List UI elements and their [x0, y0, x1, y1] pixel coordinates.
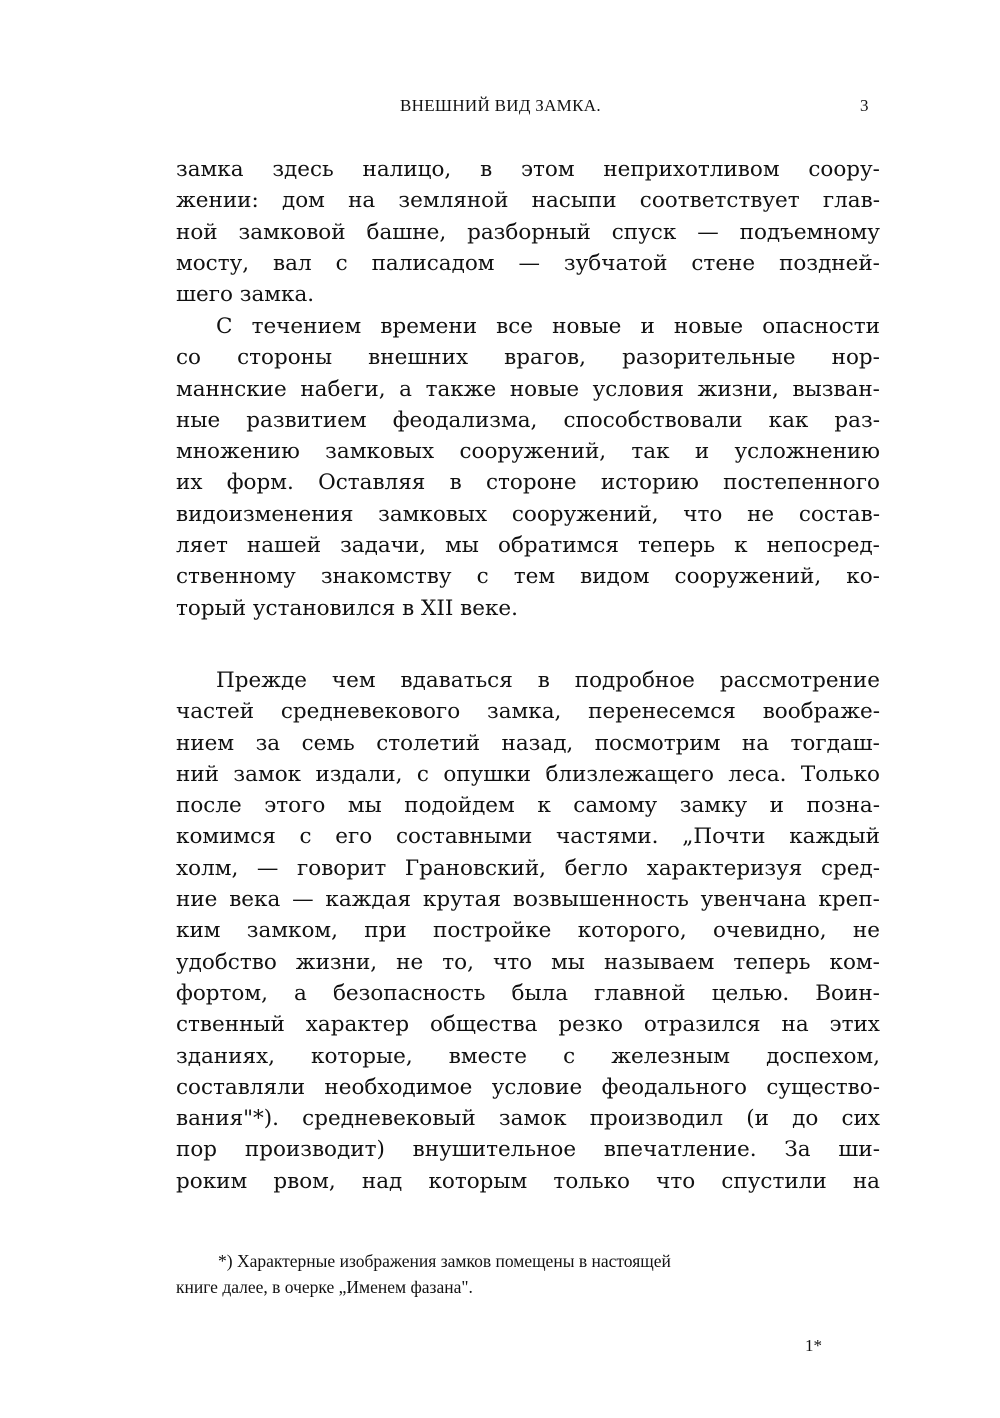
text-line: вания"*). средневековый замок производил (и до сих — [176, 1106, 880, 1132]
text-line: Прежде чем вдаваться в подробное рассмотрение — [216, 668, 880, 693]
text-line: шего замка. — [176, 282, 315, 308]
text-line: маннские набеги, а также новые условия жизни, вызван- — [176, 376, 880, 402]
paragraph-3 — [176, 665, 880, 1197]
text-line: со стороны внешних врагов, разорительные нор- — [176, 345, 880, 371]
text-line: ляет нашей задачи, мы обратимся теперь к непосред- — [176, 533, 880, 559]
text-line: множению замковых сооружений, так и усложнению — [176, 439, 880, 465]
text-line: видоизменения замковых сооружений, что не состав- — [176, 501, 880, 527]
signature-mark: 1* — [805, 1336, 822, 1355]
footnote-line: *) Характерные изображения замков помещены в настоящей — [218, 1251, 671, 1271]
text-line: ким замком, при постройке которого, очевидно, не — [176, 918, 880, 944]
text-line: С течением времени все новые и новые опасности — [216, 314, 880, 339]
text-line: после этого мы подойдем к самому замку и позна- — [176, 793, 880, 819]
text-line: роким рвом, над которым только что спустили на — [176, 1168, 880, 1194]
text-line: составляли необходимое условие феодального существо- — [176, 1074, 880, 1100]
text-line: нием за семь столетий назад, посмотрим на тогдаш- — [176, 730, 880, 756]
text-line: замка здесь налицо, в этом неприхотливом соору- — [176, 157, 880, 182]
text-line: ний замок издали, с опушки близлежащего леса. Только — [176, 761, 880, 787]
text-line: зданиях, которые, вместе с железным доспехом, — [176, 1043, 880, 1069]
page-number: 3 — [860, 96, 869, 115]
text-line: ной замковой башне, разборный спуск — подъемному — [176, 219, 880, 245]
text-line: ние века — каждая крутая возвышенность увенчана креп- — [176, 887, 880, 913]
text-line: мосту, вал с палисадом — зубчатой стене поздней- — [176, 250, 880, 276]
text-line: пор производит) внушительное впечатление. За ши- — [176, 1137, 880, 1163]
text-line: их форм. Оставляя в стороне историю постепенного — [176, 470, 880, 496]
text-line: комимся с его составными частями. „Почти каждый — [176, 824, 880, 850]
footnote — [176, 1248, 880, 1300]
paragraph-2 — [176, 311, 880, 624]
text-line: ные развитием феодализма, способствовали как раз- — [176, 407, 880, 433]
text-line: холм, — говорит Грановский, бегло характеризуя сред- — [176, 855, 880, 881]
text-line: фортом, а безопасность была главной целью. Воин- — [176, 980, 880, 1006]
text-line: ственному знакомству с тем видом сооружений, ко- — [176, 564, 880, 590]
text-line: жении: дом на земляной насыпи соответствует глав- — [176, 188, 880, 214]
footnote-line: книге далее, в очерке „Именем фазана". — [176, 1277, 473, 1297]
text-line: ственный характер общества резко отразился на этих — [176, 1012, 880, 1038]
running-title: ВНЕШНИЙ ВИД ЗАМКА. — [400, 96, 601, 115]
text-line: торый установился в XII веке. — [176, 595, 518, 621]
text-line: удобство жизни, не то, что мы называем теперь ком- — [176, 949, 880, 975]
paragraph-1 — [176, 154, 880, 310]
text-line: частей средневекового замка, перенесемся воображе- — [176, 699, 880, 725]
